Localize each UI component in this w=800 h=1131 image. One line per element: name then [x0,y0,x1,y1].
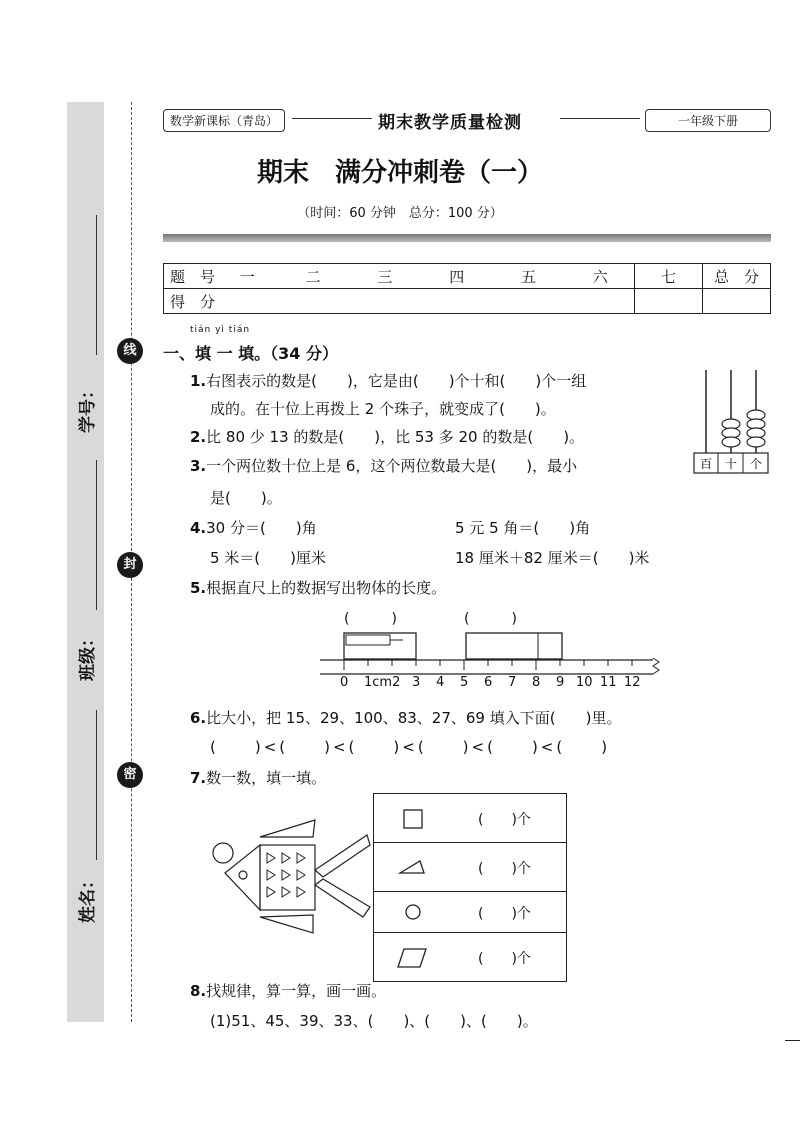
q5-answer-paren-1[interactable]: ( ) [344,611,397,627]
question-4: 4.30 分＝( )角 [190,519,317,537]
square-count[interactable]: ( )个 [478,812,531,828]
question-3: 3.一个两位数十位上是 6，这个两位数最大是( )，最小 [190,457,578,475]
question-3-line2: 是( )。 [210,489,282,507]
class-line [96,460,97,610]
abacus-label-hundreds: 百 [699,457,713,471]
header-rule-left [292,118,372,119]
triangle-icon [398,859,428,875]
abacus-label-tens: 十 [724,457,738,471]
page-edge-mark [785,1040,800,1041]
student-id-line [96,215,97,355]
seal-mark-seal: 封 [117,552,143,578]
header-rule-right [560,118,640,119]
shape-count-table [373,793,567,982]
q6-answer-row[interactable]: ( )<( )<( )<( )<( )<( ) [210,738,611,756]
ruler-tick-10: 10 [576,675,593,690]
ruler-tick-5: 5 [460,675,469,690]
ruler-tick-3: 3 [412,675,421,690]
fish-shape-figure [205,815,375,935]
circle-row [374,892,566,933]
circle-count[interactable]: ( )个 [478,906,531,922]
question-8: 8.找规律，算一算，画一画。 [190,982,387,1000]
title-divider [163,234,771,242]
ruler-tick-6: 6 [484,675,493,690]
name-label: 姓名： [78,872,98,923]
square-row [374,794,566,843]
triangle-row [374,843,566,892]
triangle-count[interactable]: ( )个 [478,861,531,877]
abacus-label-ones: 个 [749,457,763,471]
name-line [96,710,97,860]
table-row [164,264,771,289]
abacus-figure [693,365,769,477]
ruler-tick-0: 0 [340,675,349,690]
question-8-part-1[interactable]: (1)51、45、39、33、( )、( )、( )。 [210,1012,538,1030]
ruler-tick-11: 11 [600,675,617,690]
page-title: 期末 满分冲刺卷（一） [256,158,543,188]
grade-tag: 一年级下册 [645,109,771,132]
score-table [163,263,771,314]
section-pinyin: tián yì tián [190,325,251,335]
exam-header-title: 期末教学质量检测 [378,113,522,133]
square-icon [402,808,424,830]
total-header: 总 分 [703,264,771,289]
parallelogram-icon [396,947,428,969]
question-number-header: 题 号 一 二 三 四 五 六 [164,264,635,289]
seal-mark-line: 线 [117,338,143,364]
circle-icon [404,903,422,921]
ruler-tick-4: 4 [436,675,445,690]
question-6: 6.比大小，把 15、29、100、83、27、69 填入下面( )里。 [190,709,622,727]
score-label-cell: 得 分 [164,289,635,314]
ruler-tick-9: 9 [556,675,565,690]
ruler-tick-7: 7 [508,675,517,690]
question-4-c: 5 米＝( )厘米 [210,549,327,567]
question-1: 1.右图表示的数是( )，它是由( )个十和( )个一组 [190,372,587,390]
ruler-tick-12: 12 [624,675,641,690]
ruler-figure [318,630,663,680]
question-5: 5.根据直尺上的数据写出物体的长度。 [190,579,447,597]
ruler-tick-8: 8 [532,675,541,690]
score-cell-total[interactable] [703,289,771,314]
question-4-b: 5 元 5 角＝( )角 [455,519,591,537]
student-id-label: 学号： [78,382,98,433]
curriculum-tag: 数学新课标（青岛） [163,109,285,132]
time-score-info: （时间：60 分钟 总分：100 分） [297,206,503,221]
q5-answer-paren-2[interactable]: ( ) [464,611,517,627]
section-title: 一、填 一 填。（34 分） [163,344,338,363]
table-row [164,289,771,314]
parallelogram-count[interactable]: ( )个 [478,951,531,967]
question-4-d: 18 厘米＋82 厘米＝( )米 [455,549,650,567]
ruler-tick-2: 1cm2 [364,675,401,690]
question-1-line2: 成的。在十位上再拨上 2 个珠子，就变成了( )。 [210,400,556,418]
class-label: 班级： [78,630,98,681]
score-cell-seven[interactable] [635,289,703,314]
parallelogram-row [374,933,566,981]
question-seven-header: 七 [635,264,703,289]
question-2: 2.比 80 少 13 的数是( )，比 53 多 20 的数是( )。 [190,428,585,446]
question-7: 7.数一数，填一填。 [190,769,327,787]
seal-mark-secret: 密 [117,762,143,788]
